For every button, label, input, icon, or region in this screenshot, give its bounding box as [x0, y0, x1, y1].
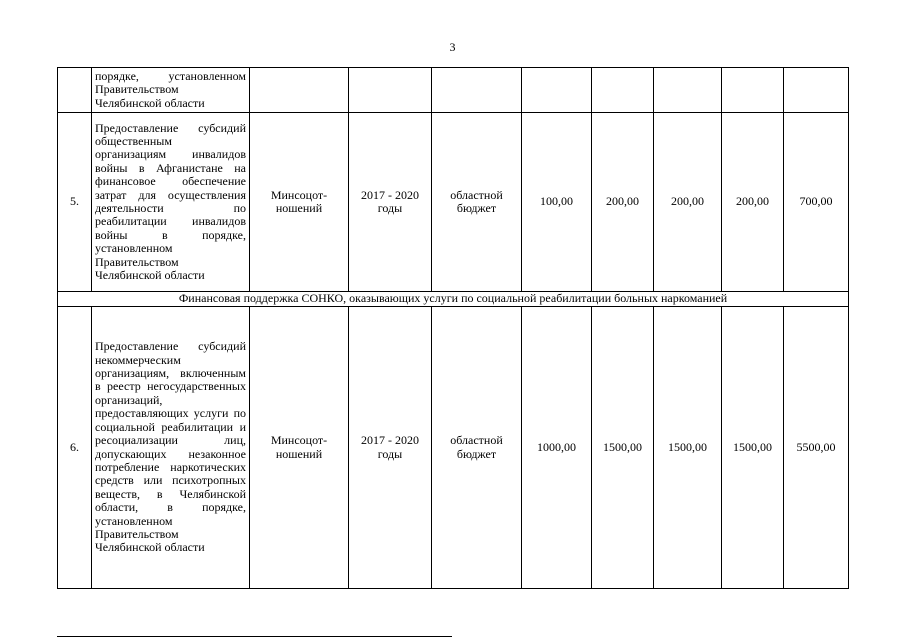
value-cell: [784, 68, 849, 113]
value-cell: [654, 68, 722, 113]
funding-source: областной бюджет: [432, 113, 522, 292]
executor: Минсоцот-ношений: [250, 113, 349, 292]
value-total: 5500,00: [784, 307, 849, 589]
table-row-continuation: [58, 68, 849, 113]
row-number: 6.: [58, 307, 92, 589]
section-header-row: [58, 292, 849, 307]
measure-description: Предоставление субсидий некоммерческим организациям, включенным в реестр негосударственных организаций, предоставляющих услуги по социальной реабилитации и ресоциализации лиц, допускающих незаконное потребление наркотических средств или психотропных веществ, в Челябинской области, в порядке, установленном Правительством Челябинской области: [92, 307, 250, 589]
value-year-1: 100,00: [522, 113, 592, 292]
executor: Минсоцот-ношений: [250, 307, 349, 589]
table-row-6: [58, 307, 849, 589]
value-year-1: 1000,00: [522, 307, 592, 589]
value-year-2: 1500,00: [592, 307, 654, 589]
section-header: Финансовая поддержка СОНКО, оказывающих услуги по социальной реабилитации больных наркоманией: [58, 292, 849, 307]
row-number: 5.: [58, 113, 92, 292]
footnote-separator: [57, 636, 452, 637]
value-year-3: 1500,00: [654, 307, 722, 589]
value-year-2: 200,00: [592, 113, 654, 292]
page-number: 3: [449, 40, 456, 54]
period: 2017 - 2020 годы: [349, 307, 432, 589]
measure-description: Предоставление субсидий общественным организациям инвалидов войны в Афганистане на финансовое обеспечение затрат для осуществления деятельности по реабилитации инвалидов войны в порядке, установленном Правительством Челябинской области: [92, 113, 250, 292]
row-number-cell: [58, 68, 92, 113]
value-cell: [522, 68, 592, 113]
executor-cell: [250, 68, 349, 113]
value-total: 700,00: [784, 113, 849, 292]
table-row-5: [58, 113, 849, 292]
program-table: [57, 67, 849, 589]
value-year-4: 200,00: [722, 113, 784, 292]
measure-description: порядке, установленном Правительством Челябинской области: [92, 68, 250, 113]
source-cell: [432, 68, 522, 113]
value-cell: [722, 68, 784, 113]
value-year-4: 1500,00: [722, 307, 784, 589]
value-cell: [592, 68, 654, 113]
funding-source: областной бюджет: [432, 307, 522, 589]
period-cell: [349, 68, 432, 113]
period: 2017 - 2020 годы: [349, 113, 432, 292]
value-year-3: 200,00: [654, 113, 722, 292]
